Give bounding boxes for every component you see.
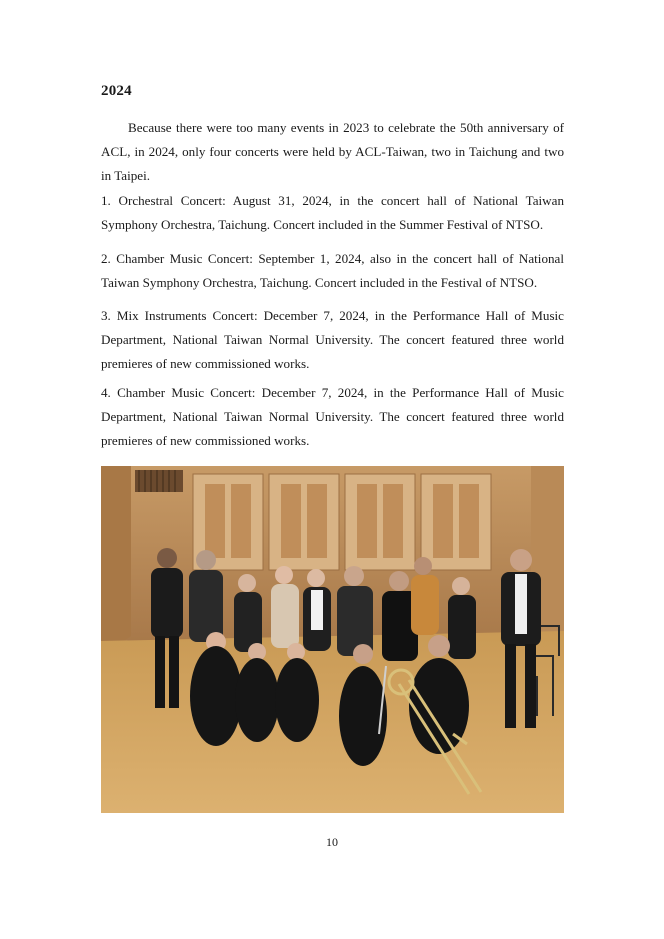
- concert-item-2: 2. Chamber Music Concert: September 1, 2024, also in the concert hall of National Taiwan Symphony Orchestra, Taichung. Concert included in the Festival of NTSO.: [101, 251, 564, 290]
- group-photo: [101, 466, 564, 813]
- page-number: 10: [326, 835, 338, 849]
- intro-paragraph: Because there were too many events in 2023 to celebrate the 50th anniversary of ACL, in 2024, only four concerts were held by ACL-Taiwan, two in Taichung and two in Taipei.: [101, 120, 564, 183]
- concert-item-3: 3. Mix Instruments Concert: December 7, 2024, in the Performance Hall of Music Department, National Taiwan Normal University. The concert featured three world premieres of new commissioned works.: [101, 308, 564, 371]
- concert-item-4: 4. Chamber Music Concert: December 7, 2024, in the Performance Hall of Music Department, National Taiwan Normal University. The concert featured three world premieres of new commissioned works.: [101, 385, 564, 448]
- concert-item-1: 1. Orchestral Concert: August 31, 2024, in the concert hall of National Taiwan Symphony Orchestra, Taichung. Concert included in the Summer Festival of NTSO.: [101, 193, 564, 232]
- section-heading-year: 2024: [101, 83, 132, 99]
